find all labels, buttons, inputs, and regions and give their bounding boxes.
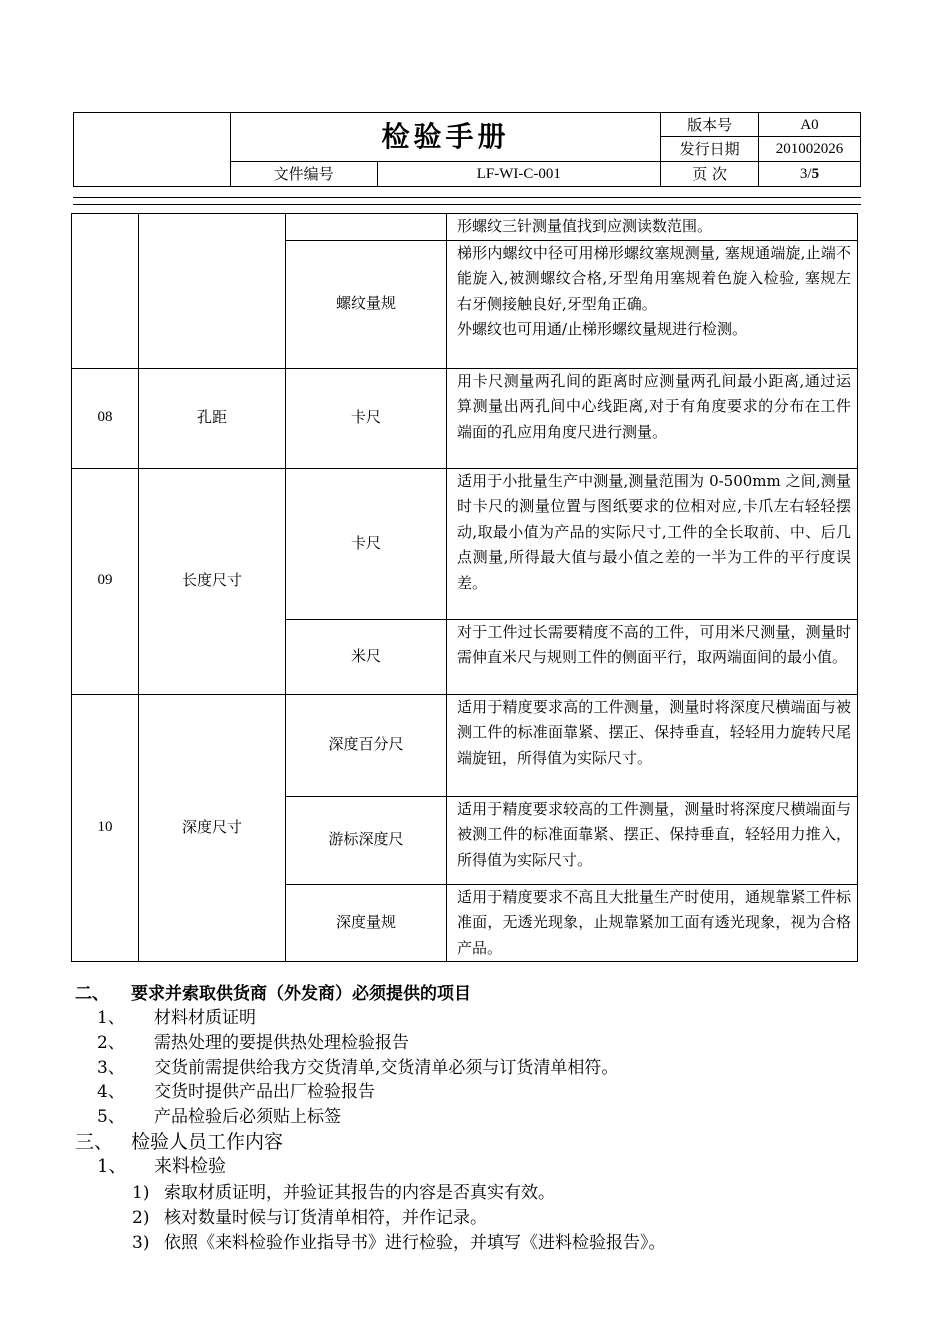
method-description: 适用于精度要求高的工件测量，测量时将深度尺横端面与被测工件的标准面靠紧、摆正、保持垂直，轻轻用力旋转尺尾端旋钮，所得值为实际尺寸。: [447, 694, 858, 796]
measuring-tool: 深度百分尺: [286, 694, 447, 796]
list-item: 3、 交货前需提供给我方交货清单,交货清单必须与订货清单相符。: [97, 1058, 619, 1078]
inspection-item: [139, 214, 286, 369]
row-number: 09: [72, 468, 139, 694]
version-value: A0: [759, 113, 861, 137]
list-item: 4、 交货时提供产品出厂检验报告: [97, 1082, 375, 1102]
list-item: 3) 依照《来料检验作业指导书》进行检验，并填写《进料检验报告》。: [132, 1233, 666, 1253]
logo-cell: [74, 113, 231, 187]
measuring-tool: 螺纹量规: [286, 240, 447, 368]
version-label: 版本号: [661, 113, 759, 137]
method-description: 梯形内螺纹中径可用梯形螺纹塞规测量, 塞规通端旋,止端不能旋入,被测螺纹合格,牙型角用塞规着色旋入检验, 塞规左右牙侧接触良好,牙型角正确。 外螺纹也可用通/止梯形螺纹量规进行检测。: [447, 240, 858, 368]
document-header: [73, 112, 861, 187]
inspection-item: 孔距: [139, 368, 286, 468]
measuring-tool: 卡尺: [286, 368, 447, 468]
docno-label: 文件编号: [230, 162, 377, 187]
method-description: 对于工件过长需要精度不高的工件，可用米尺测量，测量时需伸直米尺与规则工件的侧面平行，取两端面间的最小值。: [447, 619, 858, 694]
list-item: 1、 材料材质证明: [97, 1008, 256, 1028]
measuring-tool: 深度量规: [286, 884, 447, 962]
inspection-table: [71, 213, 858, 962]
row-number: 10: [72, 694, 139, 962]
inspection-item: 深度尺寸: [139, 694, 286, 962]
page-number: 3/5: [759, 162, 861, 187]
date-label: 发行日期: [661, 137, 759, 162]
section-3-heading: 三、 检验人员工作内容: [75, 1131, 284, 1153]
table-row: [72, 368, 858, 468]
page-label: 页 次: [661, 162, 759, 187]
document-title: 检验手册: [230, 113, 660, 162]
method-description: 适用于小批量生产中测量,测量范围为 0-500mm 之间,测量时卡尺的测量位置与图纸要求的位相对应,卡爪左右轻轻摆动,取最小值为产品的实际尺寸,工件的全长取前、中、后几点测量,所得最大值与最小值之差的一半为工件的平行度误差。: [447, 468, 858, 619]
measuring-tool: 游标深度尺: [286, 796, 447, 884]
measuring-tool: 卡尺: [286, 468, 447, 619]
table-row: [72, 214, 858, 241]
inspection-item: 长度尺寸: [139, 468, 286, 694]
header-rule-thin: [73, 204, 861, 205]
docno-value: LF-WI-C-001: [377, 162, 661, 187]
row-number: [72, 214, 139, 369]
measuring-tool: [286, 214, 447, 241]
section-2-heading: 二、 要求并索取供货商（外发商）必须提供的项目: [75, 984, 471, 1004]
header-rule: [73, 197, 861, 198]
method-description: 形螺纹三针测量值找到应测读数范围。: [447, 214, 858, 241]
measuring-tool: 米尺: [286, 619, 447, 694]
table-row: [72, 694, 858, 796]
method-description: 用卡尺测量两孔间的距离时应测量两孔间最小距离,通过运算测量出两孔间中心线距离,对于有角度要求的分布在工件端面的孔应用角度尺进行测量。: [447, 368, 858, 468]
subsection-heading: 1、 来料检验: [97, 1156, 226, 1177]
list-item: 5、 产品检验后必须贴上标签: [97, 1107, 341, 1127]
list-item: 1) 索取材质证明，并验证其报告的内容是否真实有效。: [132, 1183, 555, 1203]
method-description: 适用于精度要求不高且大批量生产时使用，通规靠紧工件标准面，无透光现象，止规靠紧加工面有透光现象，视为合格产品。: [447, 884, 858, 962]
row-number: 08: [72, 368, 139, 468]
method-description: 适用于精度要求较高的工件测量，测量时将深度尺横端面与被测工件的标准面靠紧、摆正、保持垂直，轻轻用力推入，所得值为实际尺寸。: [447, 796, 858, 884]
table-row: [72, 468, 858, 619]
list-item: 2、 需热处理的要提供热处理检验报告: [97, 1033, 409, 1053]
date-value: 201002026: [759, 137, 861, 162]
list-item: 2) 核对数量时候与订货清单相符，并作记录。: [132, 1208, 487, 1228]
